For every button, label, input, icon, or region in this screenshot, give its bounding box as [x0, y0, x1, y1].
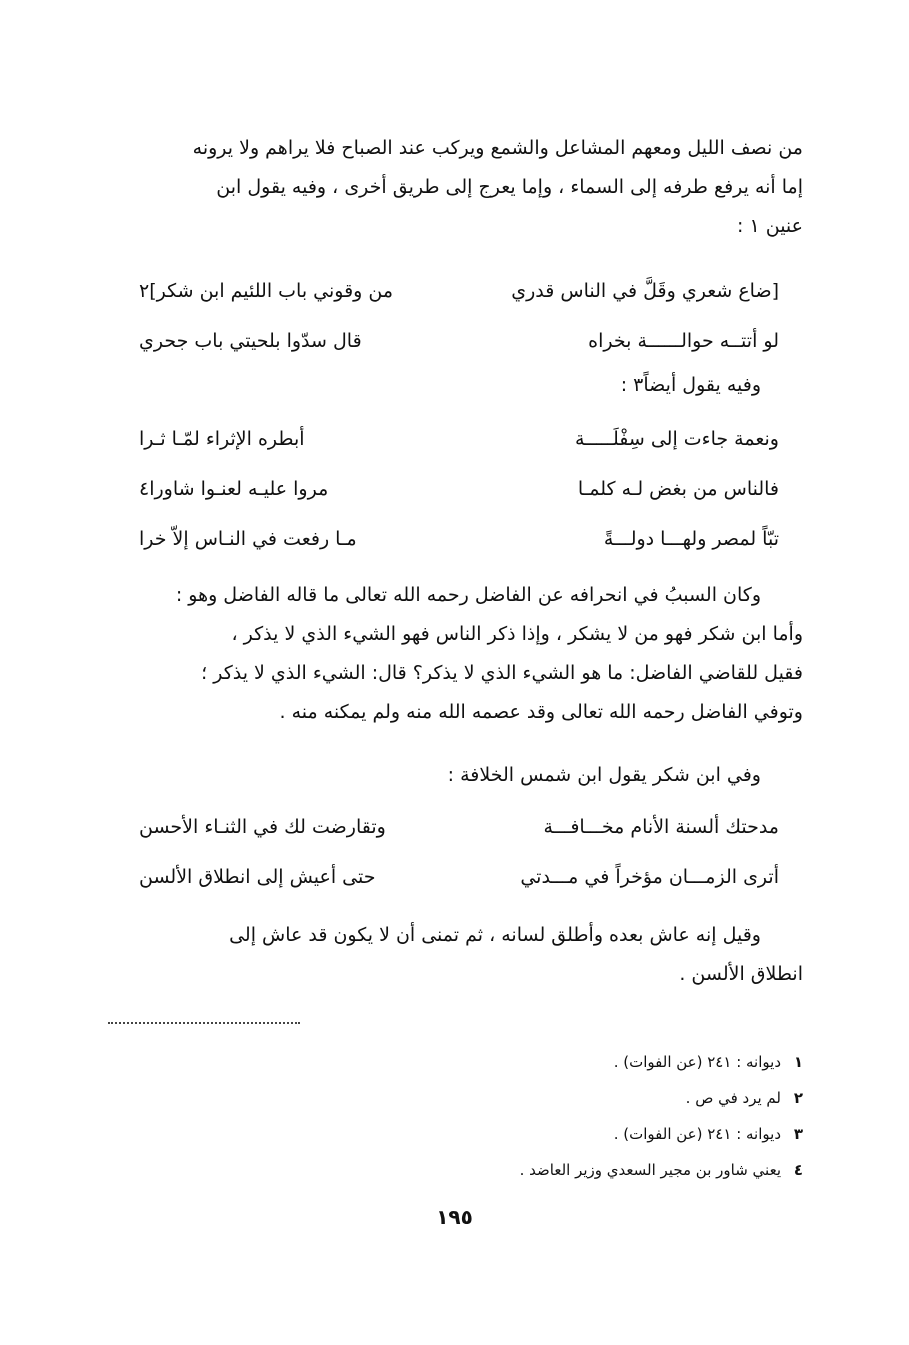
footnote — [303, 1152, 803, 1188]
verse-line — [139, 514, 779, 564]
verse-first-hemistich: مدحتك ألسنة الأنام مخـــافـــة — [543, 816, 779, 838]
poem-ibn-shams — [139, 802, 779, 902]
footnote — [303, 1080, 803, 1116]
paragraph-intro — [103, 129, 803, 246]
text-line: عنين ١ : — [737, 215, 803, 237]
verse-second-hemistich: قال سدّوا بلحيتي باب جحري — [139, 330, 362, 352]
text-line: من نصف الليل ومعهم المشاعل والشمع ويركب عند الصباح فلا يراهم ولا يرونه — [192, 137, 803, 159]
verse-second-hemistich: من وقوني باب اللئيم ابن شكر]٢ — [139, 280, 394, 302]
text-line: وفيه يقول أيضاً٣ : — [620, 374, 761, 396]
footnote — [303, 1116, 803, 1152]
text-line: وقيل إنه عاش بعده وأطلق لسانه ، ثم تمنى أن لا يكون قد عاش إلى — [229, 924, 761, 946]
text-line: إما أنه يرفع طرفه إلى السماء ، وإما يعرج إلى طريق أخرى ، وفيه يقول ابن — [216, 176, 803, 198]
verse-line — [139, 852, 779, 902]
text-line: وأما ابن شكر فهو من لا يشكر ، وإذا ذكر الناس فهو الشيء الذي لا يذكر ، — [231, 623, 803, 645]
verse-first-hemistich: لو أتتــه حوالــــــة بخراه — [588, 330, 779, 352]
footnote-number: ٢ — [793, 1089, 803, 1107]
text-line: انطلاق الألسن . — [679, 963, 803, 985]
verse-line — [139, 316, 779, 366]
verse-line — [139, 414, 779, 464]
verse-line — [139, 802, 779, 852]
verse-first-hemistich: تبّاً لمصر ولهـــا دولـــةً — [603, 528, 779, 550]
verse-first-hemistich: أترى الزمـــان مؤخراً في مـــدتي — [520, 866, 779, 888]
verse-line — [139, 464, 779, 514]
verse-second-hemistich: وتقارضت لك في الثنـاء الأحسن — [139, 816, 386, 838]
text-line: فقيل للقاضي الفاضل: ما هو الشيء الذي لا يذكر؟ قال: الشيء الذي لا يذكر ؛ — [201, 662, 803, 684]
verse-second-hemistich: مـا رفعت في النـاس إلاّ خرا — [139, 528, 357, 550]
footnote-text: ديوانه : ٢٤١ (عن الفوات) . — [613, 1053, 781, 1071]
footnote-number: ١ — [793, 1053, 803, 1071]
footnote-text: لم يرد في ص . — [685, 1089, 781, 1107]
verse-first-hemistich: ونعمة جاءت إلى سِفْلَـــــة — [574, 428, 779, 450]
footnote-text: ديوانه : ٢٤١ (عن الفوات) . — [613, 1125, 781, 1143]
verse-first-hemistich: فالناس من بغض لـه كلمـا — [577, 478, 779, 500]
text-line: وكان السببُ في انحرافه عن الفاضل رحمه الله تعالى ما قاله الفاضل وهو : — [175, 584, 761, 606]
poem-ibn-unain-2 — [139, 414, 779, 564]
verse-line — [139, 266, 779, 316]
verse-first-hemistich: [ضاع شعري وقَلَّ في الناس قدري — [511, 280, 779, 302]
footnote — [303, 1044, 803, 1080]
poem-intro-line — [103, 756, 803, 795]
footnote-text: يعني شاور بن مجير السعدي وزير العاضد . — [519, 1161, 781, 1179]
text-line: وتوفي الفاضل رحمه الله تعالى وقد عصمه الله منه ولم يمكنه منه . — [279, 701, 803, 723]
footnote-number: ٤ — [793, 1161, 803, 1179]
footnote-separator — [108, 1022, 300, 1024]
verse-second-hemistich: أبطره الإثراء لمّـا ثـرا — [139, 428, 305, 450]
footnotes — [303, 1044, 803, 1188]
footnote-number: ٣ — [793, 1125, 803, 1143]
text-line: وفي ابن شكر يقول ابن شمس الخلافة : — [447, 764, 761, 786]
poem-intro-line — [103, 366, 803, 405]
paragraph-closing — [103, 916, 803, 994]
verse-second-hemistich: مروا عليـه لعنـوا شاورا٤ — [139, 478, 329, 500]
page-number: ١٩٥ — [436, 1205, 473, 1229]
paragraph-fadil — [103, 576, 803, 732]
poem-ibn-unain — [139, 266, 779, 366]
verse-second-hemistich: حتى أعيش إلى انطلاق الألسن — [139, 866, 376, 888]
